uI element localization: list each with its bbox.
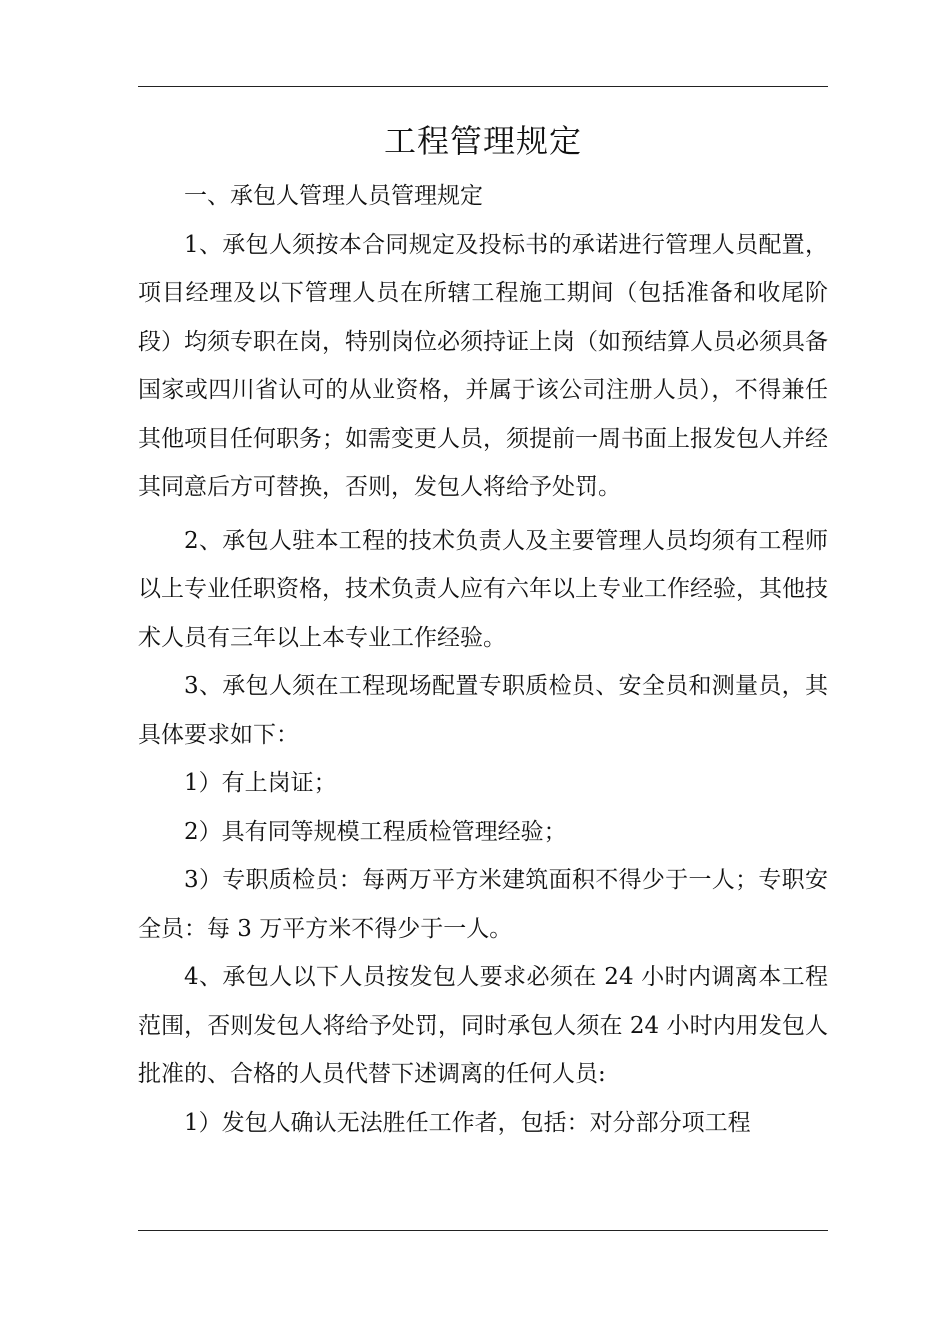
paragraph-clause-2: 2、承包人驻本工程的技术负责人及主要管理人员均须有工程师以上专业任职资格，技术负责人应有六年以上专业工作经验，其他技术人员有三年以上本专业工作经验。 xyxy=(138,527,828,651)
list-item-incompetent: 1）发包人确认无法胜任工作者，包括：对分部分项工程 xyxy=(184,1109,751,1136)
paragraph-clause-4: 4、承包人以下人员按发包人要求必须在 24 小时内调离本工程范围，否则发包人将给予处罚，同时承包人须在 24 小时内用发包人批准的、合格的人员代替下述调离的任何人员: xyxy=(138,964,828,1087)
list-item-staffing-ratio: 3）专职质检员：每两万平方米建筑面积不得少于一人；专职安全员：每 3 万平方米不得少于一人。 xyxy=(138,867,828,942)
section-heading: 一、承包人管理人员管理规定 xyxy=(184,183,483,209)
list-item-experience: 2）具有同等规模工程质检管理经验； xyxy=(184,818,567,845)
paragraph-clause-1: 1、承包人须按本合同规定及投标书的承诺进行管理人员配置，项目经理及以下管理人员在所辖工程施工期间（包括准备和收尾阶段）均须专职在岗，特别岗位必须持证上岗（如预结算人员必须具备国家或四川省认可的从业资格，并属于该公司注册人员），不得兼任其他项目任何职务；如需变更人员，须提前一周书面上报发包人并经其同意后方可替换，否则，发包人将给予处罚。 xyxy=(138,231,828,500)
document-title: 工程管理规定 xyxy=(383,122,582,160)
list-item-certificate: 1）有上岗证； xyxy=(184,770,337,796)
header-rule xyxy=(138,86,828,87)
document-page xyxy=(138,110,828,1147)
paragraph-clause-3: 3、承包人须在工程现场配置专职质检员、安全员和测量员，其具体要求如下： xyxy=(138,673,828,748)
footer-rule xyxy=(138,1230,828,1231)
